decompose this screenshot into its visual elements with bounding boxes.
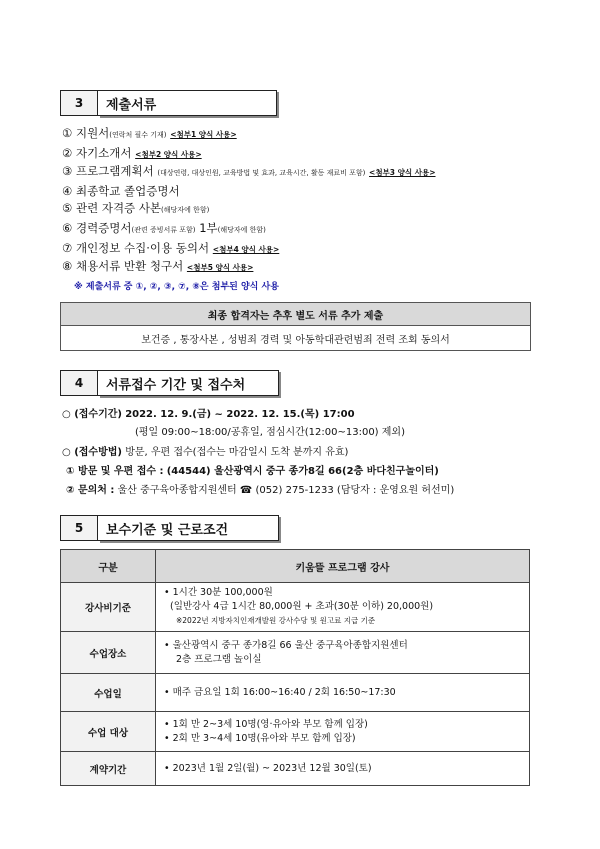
contact-line: ② 문의처 : 울산 중구육아종합지원센터 ☎ (052) 275-1233 (담당자 : 운영요원 허선미) — [66, 485, 455, 496]
row-value: • 1회 만 2~3세 10명(영·유아와 부모 함께 입장) • 2회 만 3~4세 10명(유아와 부모 함께 입장) — [156, 712, 530, 752]
row-value: • 1시간 30분 100,000원 (일반강사 4급 1시간 80,000원 + 초과(30분 이하) 20,000원) ※2022년 지방자치인재개발원 강사수당 및 원고료 지급 기준 — [156, 583, 530, 632]
document-list — [62, 125, 436, 296]
section-4-header — [60, 370, 279, 396]
section-title: 제출서류 — [98, 90, 277, 116]
table-row — [61, 583, 530, 632]
table-header-value: 키움뜰 프로그램 강사 — [156, 550, 530, 583]
list-item: ⑦ 개인정보 수집·이용 동의서 <첨부4 양식 사용> — [62, 240, 280, 255]
section-title: 보수기준 및 근로조건 — [98, 515, 279, 541]
period-note: (평일 09:00~18:00/공휴일, 점심시간(12:00~13:00) 제외) — [135, 427, 405, 438]
table-row — [61, 632, 530, 674]
row-label: 계약기간 — [61, 752, 156, 786]
section-title: 서류접수 기간 및 접수처 — [98, 370, 279, 396]
row-label: 수업일 — [61, 674, 156, 712]
list-item: ⑥ 경력증명서(관련 증빙서류 포함) 1부(해당자에 한함) — [62, 220, 266, 235]
row-label: 수업 대상 — [61, 712, 156, 752]
list-item: ⑧ 채용서류 반환 청구서 <첨부5 양식 사용> — [62, 259, 254, 274]
final-documents-box — [60, 302, 531, 351]
row-label: 강사비기준 — [61, 583, 156, 632]
section-number: 3 — [60, 90, 98, 116]
table-header-label: 구분 — [61, 550, 156, 583]
row-value: • 울산광역시 중구 종가8길 66 울산 중구육아종합지원센터 2층 프로그램 놀이실 — [156, 632, 530, 674]
note: ※ 제출서류 중 ①, ②, ③, ⑦, ⑧은 첨부된 양식 사용 — [74, 281, 279, 292]
list-item: ③ 프로그램계획서 (대상연령, 대상인원, 교육방법 및 효과, 교육시간, 활동 재료비 포함) <첨부3 양식 사용> — [62, 164, 436, 179]
row-label: 수업장소 — [61, 632, 156, 674]
section-5-header — [60, 515, 279, 541]
list-item: ① 지원서(연락처 필수 기재) <첨부1 양식 사용> — [62, 126, 237, 140]
method-line: ○ (접수방법) 방문, 우편 접수(접수는 마감일시 도착 분까지 유효) — [62, 447, 349, 458]
conditions-table — [60, 549, 530, 786]
list-item: ⑤ 관련 자격증 사본(해당자에 한함) — [62, 201, 210, 216]
final-box-body: 보건증 , 통장사본 , 성범죄 경력 및 아동학대관련범죄 전력 조회 동의서 — [141, 334, 450, 346]
table-row — [61, 674, 530, 712]
period-line: ○ (접수기간) 2022. 12. 9.(금) ~ 2022. 12. 15.(목) 17:00 — [62, 409, 355, 420]
table-row — [61, 752, 530, 786]
final-box-header: 최종 합격자는 추후 별도 서류 추가 제출 — [61, 303, 530, 326]
list-item: ② 자기소개서 <첨부2 양식 사용> — [62, 145, 202, 160]
visit-line: ① 방문 및 우편 접수 : (44544) 울산광역시 중구 종가8길 66(2층 바다친구놀이터) — [66, 466, 439, 477]
row-value: • 2023년 1월 2일(월) ~ 2023년 12월 30일(토) — [156, 752, 530, 786]
table-row — [61, 712, 530, 752]
section-3-header — [60, 90, 277, 116]
list-item: ④ 최종학교 졸업증명서 — [62, 183, 180, 198]
section-number: 4 — [60, 370, 98, 396]
row-value: • 매주 금요일 1회 16:00~16:40 / 2회 16:50~17:30 — [156, 674, 530, 712]
section-number: 5 — [60, 515, 98, 541]
table-header-row — [61, 550, 530, 583]
